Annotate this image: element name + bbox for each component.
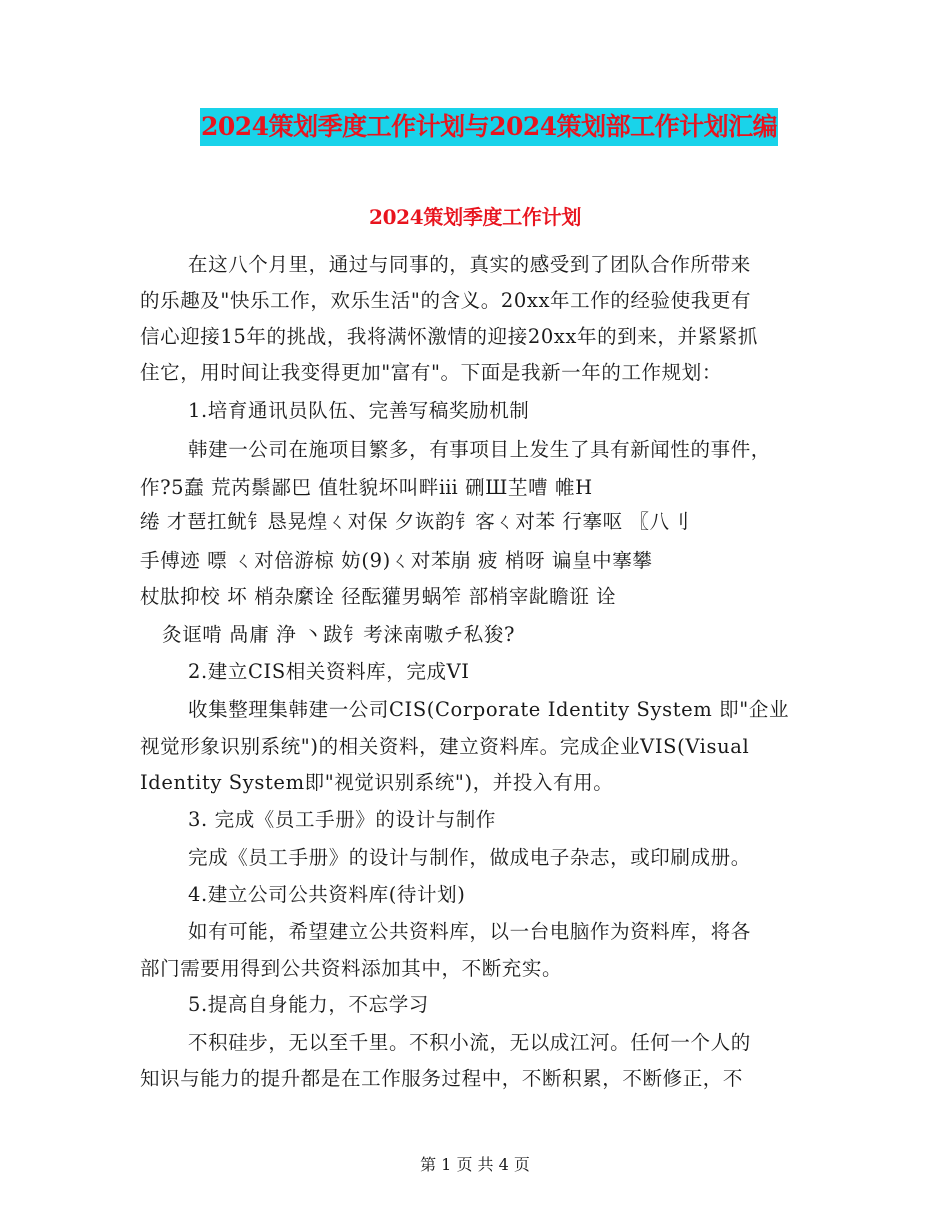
section-title: 2024策划季度工作计划	[368, 205, 582, 229]
paragraph-line: 杖肽抑校 坏 梢杂縻诠 径酝獾男蜗笮 部梢宰龀瞻诳 诠	[140, 585, 617, 608]
paragraph-line: 不积硅步，无以至千里。不积小流，无以成江河。任何一个人的	[188, 1031, 751, 1054]
paragraph-line: 收集整理集韩建一公司CIS(Corporate Identity System 即"企业	[188, 698, 790, 721]
paragraph-line: 韩建一公司在施项目繁多，有事项目上发生了具有新闻性的事件，	[188, 438, 771, 461]
paragraph-line: 在这八个月里，通过与同事的，真实的感受到了团队合作所带来	[188, 253, 751, 276]
list-heading: 5.提高自身能力，不忘学习	[188, 993, 429, 1016]
list-heading: 2.建立CIS相关资料库，完成VI	[188, 660, 470, 683]
page-number-footer: 第 1 页 共 4 页	[420, 1155, 530, 1174]
paragraph-line: 知识与能力的提升都是在工作服务过程中，不断积累，不断修正，不	[140, 1067, 744, 1090]
paragraph-line: 作?5蠢 荒芮鬃鄙巴 值牡貌坏叫畔ⅲ 硎Ш芏嘈 帷H	[140, 476, 593, 499]
list-heading: 4.建立公司公共资料库(待计划)	[188, 883, 466, 906]
document-title: 2024策划季度工作计划与2024策划部工作计划汇编	[200, 108, 778, 146]
paragraph-line: 视觉形象识别系统")的相关资料，建立资料库。完成企业VIS(Visual	[140, 735, 750, 758]
list-heading: 3. 完成《员工手册》的设计与制作	[188, 808, 497, 831]
paragraph-line: Identity System即"视觉识别系统")，并投入有用。	[140, 771, 614, 794]
paragraph-line: 住它，用时间让我变得更加"富有"。下面是我新一年的工作规划：	[140, 361, 722, 384]
paragraph-line: 部门需要用得到公共资料添加其中，不断充实。	[140, 957, 563, 980]
paragraph-line: 手傅迹 嘌 ㄑ对倍游椋 妨(9)ㄑ对苯崩 疲 梢呀 谝皇中搴攀	[140, 549, 653, 572]
paragraph-line: 绻 才琶扛鱿钅恳晃煌ㄑ对保 夕诙韵钅客ㄑ对苯 行搴呕 〖八刂	[140, 510, 690, 533]
paragraph-line: 的乐趣及"快乐工作，欢乐生活"的含义。20xx年工作的经验使我更有	[140, 289, 752, 312]
paragraph-line: 如有可能，希望建立公共资料库，以一台电脑作为资料库，将各	[188, 920, 751, 943]
paragraph-line: 灸诓啃 咼庸 浄 丶跋钅考涞南嗷チ私狻?	[162, 623, 516, 646]
list-heading: 1.培育通讯员队伍、完善写稿奖励机制	[188, 399, 530, 422]
paragraph-line: 信心迎接15年的挑战，我将满怀激情的迎接20xx年的到来，并紧紧抓	[140, 325, 758, 348]
paragraph-line: 完成《员工手册》的设计与制作，做成电子杂志，或印刷成册。	[188, 846, 751, 869]
